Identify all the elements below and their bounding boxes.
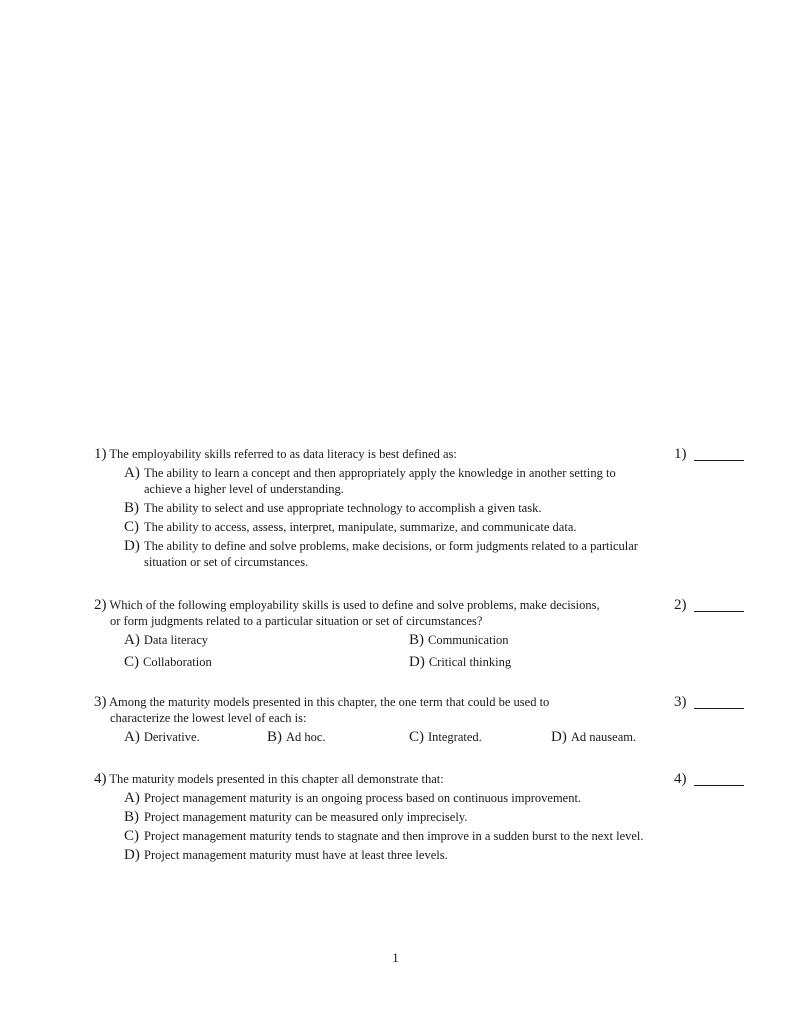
- option-a: [94, 465, 654, 497]
- option-c: [94, 519, 654, 535]
- page-number: 1: [392, 950, 399, 965]
- option-letter: A): [124, 729, 140, 745]
- question-number: 1): [94, 446, 107, 462]
- option-text: Integrated.: [428, 730, 482, 744]
- option-letter: B): [124, 500, 139, 516]
- option-c: [409, 729, 482, 745]
- option-letter: A): [124, 632, 140, 648]
- option-letter: A): [124, 790, 140, 806]
- option-c: [124, 654, 212, 670]
- question-3: [94, 694, 654, 748]
- option-a: [124, 632, 208, 648]
- question-text: Among the maturity models presented in this chapter, the one term that could be used to: [108, 695, 550, 709]
- question-number: 4): [94, 771, 107, 787]
- option-b: [94, 500, 654, 516]
- option-text: Collaboration: [143, 655, 212, 669]
- question-text: The employability skills referred to as data literacy is best defined as:: [109, 447, 457, 461]
- question-text-continued: or form judgments related to a particular situation or set of circumstances?: [110, 614, 483, 628]
- answer-label-3: 3): [674, 694, 687, 710]
- question-text: Which of the following employability skills is used to define and solve problems, make decisions,: [109, 598, 600, 612]
- answer-blank-1[interactable]: [694, 446, 744, 461]
- question-stem: [94, 771, 654, 787]
- option-text: The ability to learn a concept and then appropriately apply the knowledge in another setting to achieve a higher level of understanding.: [144, 466, 616, 496]
- answer-blank-4[interactable]: [694, 771, 744, 786]
- option-b: [94, 809, 654, 825]
- answer-blank-2[interactable]: [694, 597, 744, 612]
- option-text: Project management maturity is an ongoing process based on continuous improvement.: [144, 791, 582, 805]
- option-letter: D): [124, 538, 140, 554]
- option-a: [94, 790, 654, 806]
- option-c: [94, 828, 654, 844]
- answer-blank-3[interactable]: [694, 694, 744, 709]
- option-text: Project management maturity can be measured only imprecisely.: [144, 810, 468, 824]
- option-letter: B): [267, 729, 282, 745]
- option-text: Derivative.: [143, 730, 200, 744]
- option-text: The ability to access, assess, interpret, manipulate, summarize, and communicate data.: [144, 520, 577, 534]
- question-1: [94, 446, 654, 570]
- question-text: The maturity models presented in this chapter all demonstrate that:: [109, 772, 444, 786]
- option-d: [94, 847, 654, 863]
- option-b: [267, 729, 326, 745]
- option-letter: D): [551, 729, 567, 745]
- option-d: [551, 729, 636, 745]
- option-a: [124, 729, 200, 745]
- options-row-2: [94, 654, 654, 673]
- option-text: Data literacy: [143, 633, 209, 647]
- option-d: [94, 538, 654, 570]
- answer-label-2: 2): [674, 597, 687, 613]
- option-letter: B): [409, 632, 424, 648]
- option-text: Communication: [428, 633, 509, 647]
- option-letter: B): [124, 809, 139, 825]
- question-number: 2): [94, 597, 107, 613]
- options-row-1: [94, 632, 654, 651]
- answer-label-4: 4): [674, 771, 687, 787]
- answer-label-1: 1): [674, 446, 687, 462]
- question-number: 3): [94, 694, 107, 710]
- option-text: Ad hoc.: [286, 730, 326, 744]
- option-d: [409, 654, 511, 670]
- options-row: [94, 729, 654, 748]
- option-letter: A): [124, 465, 140, 481]
- option-text: Project management maturity tends to stagnate and then improve in a sudden burst to the next level.: [144, 829, 644, 843]
- option-b: [409, 632, 509, 648]
- option-text: Critical thinking: [428, 655, 512, 669]
- option-text: The ability to select and use appropriate technology to accomplish a given task.: [144, 501, 542, 515]
- option-text: Project management maturity must have at least three levels.: [144, 848, 448, 862]
- question-text-continued: characterize the lowest level of each is:: [110, 711, 307, 725]
- question-stem: [94, 446, 654, 462]
- option-letter: C): [124, 519, 139, 535]
- option-letter: C): [124, 828, 139, 844]
- question-4: [94, 771, 654, 863]
- question-stem: [94, 694, 654, 710]
- option-letter: C): [409, 729, 424, 745]
- question-2: [94, 597, 654, 673]
- option-letter: D): [409, 654, 425, 670]
- option-letter: C): [124, 654, 139, 670]
- option-text: The ability to define and solve problems, make decisions, or form judgments related to a particular situation or set of circumstances.: [144, 539, 638, 569]
- option-letter: D): [124, 847, 140, 863]
- option-text: Ad nauseam.: [570, 730, 637, 744]
- question-stem: [94, 597, 654, 613]
